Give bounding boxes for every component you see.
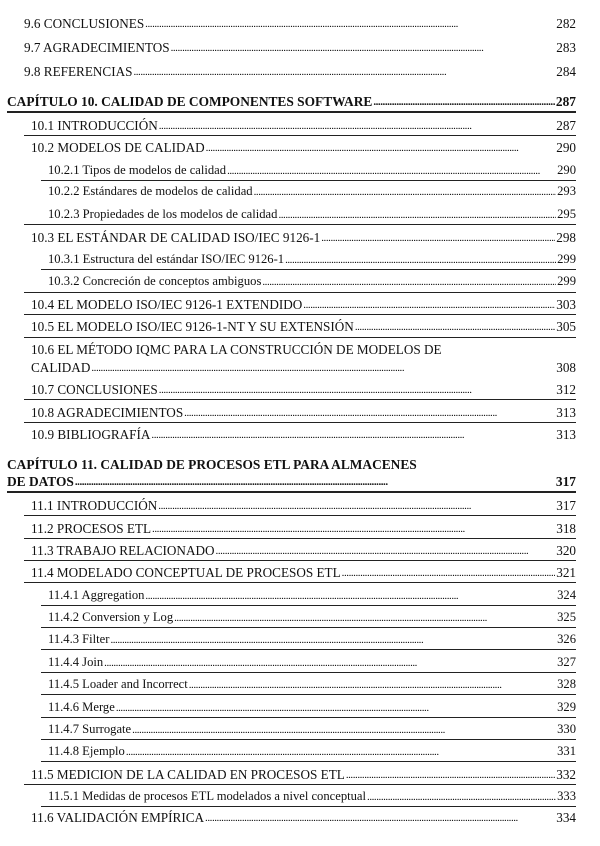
toc-page-number: 332	[556, 767, 576, 782]
toc-chapter-entry	[0, 94, 600, 114]
toc-page-number: 290	[556, 140, 576, 155]
dot-leader	[145, 17, 555, 31]
toc-entry-title: 10.2.3 Propiedades de los modelos de calidad	[48, 207, 278, 221]
underline	[24, 515, 576, 516]
dot-leader	[285, 253, 556, 267]
toc-page-number: 290	[557, 163, 576, 177]
toc-entry	[0, 521, 600, 541]
toc-entry	[0, 632, 600, 652]
toc-page-number: 325	[557, 610, 576, 624]
toc-chapter-title-line1: CAPÍTULO 11. CALIDAD DE PROCESOS ETL PARA ALMACENES	[7, 457, 417, 472]
toc-entry-title: 10.3 EL ESTÁNDAR DE CALIDAD ISO/IEC 9126-1	[31, 230, 321, 245]
toc-entry-title: 10.9 BIBLIOGRAFÍA	[31, 427, 151, 442]
dot-leader	[189, 678, 556, 692]
toc-entry	[0, 789, 600, 809]
toc-page-number: 298	[556, 230, 576, 245]
toc-entry-two-line	[0, 342, 600, 380]
dot-leader	[171, 41, 556, 55]
toc-entry-title: 11.3 TRABAJO RELACIONADO	[31, 543, 215, 558]
dot-leader	[216, 544, 556, 558]
toc-entry-title: 11.2 PROCESOS ETL	[31, 521, 152, 536]
toc-entry	[0, 543, 600, 563]
dot-leader	[151, 428, 555, 442]
dot-leader	[262, 275, 556, 289]
toc-entry	[0, 118, 600, 138]
toc-entry	[0, 722, 600, 742]
dot-leader	[342, 566, 556, 580]
underline	[41, 180, 576, 181]
dot-leader	[159, 119, 555, 133]
toc-page-number: 320	[556, 543, 576, 558]
toc-chapter-title-line2: DE DATOS	[7, 474, 74, 489]
toc-entry-title: 10.2 MODELOS DE CALIDAD	[31, 140, 205, 155]
toc-entry	[0, 677, 600, 697]
toc-entry-title: 11.4.2 Conversion y Log	[48, 610, 174, 624]
toc-chapter-title: CAPÍTULO 10. CALIDAD DE COMPONENTES SOFTWARE	[7, 94, 373, 109]
toc-page-number: 283	[556, 40, 576, 55]
toc-entry-title: 9.8 REFERENCIAS	[24, 64, 133, 79]
underline	[41, 605, 576, 606]
toc-entry	[0, 700, 600, 720]
toc-page-number: 324	[557, 588, 576, 602]
toc-entry	[0, 163, 600, 183]
toc-entry-title: 11.4.6 Merge	[48, 700, 115, 714]
underline	[24, 314, 576, 315]
toc-entry-title: 11.1 INTRODUCCIÓN	[31, 498, 158, 513]
toc-chapter-entry-two-line	[0, 457, 600, 497]
toc-entry-title: 10.5 EL MODELO ISO/IEC 9126-1-NT Y SU EXTENSIÓN	[31, 319, 354, 334]
toc-entry	[0, 184, 600, 204]
dot-leader	[152, 522, 555, 536]
toc-entry-title-line1: 10.6 EL MÉTODO IQMC PARA LA CONSTRUCCIÓN DE MODELOS DE	[31, 342, 442, 357]
toc-page-number: 287	[555, 94, 576, 109]
underline	[24, 337, 576, 338]
underline	[41, 739, 576, 740]
toc-entry-title: 10.3.1 Estructura del estándar ISO/IEC 9126-1	[48, 252, 285, 266]
underline	[24, 422, 576, 423]
dot-leader	[303, 298, 555, 312]
toc-page-number: 328	[557, 677, 576, 691]
toc-entry-title: 10.2.2 Estándares de modelos de calidad	[48, 184, 253, 198]
toc-entry-title: 10.7 CONCLUSIONES	[31, 382, 158, 397]
toc-page-number: 313	[556, 427, 576, 442]
toc-entry-title: 11.4.3 Filter	[48, 632, 110, 646]
dot-leader	[126, 745, 556, 759]
dot-leader	[346, 768, 555, 782]
toc-page-number: 313	[556, 405, 576, 420]
underline	[41, 694, 576, 695]
underline	[24, 582, 576, 583]
toc-entry	[0, 405, 600, 425]
toc-page-number: 305	[556, 319, 576, 334]
underline	[41, 717, 576, 718]
toc-entry-title: 10.4 EL MODELO ISO/IEC 9126-1 EXTENDIDO	[31, 297, 303, 312]
underline	[7, 111, 576, 113]
toc-entry	[0, 16, 600, 36]
dot-leader	[205, 811, 555, 825]
toc-entry-title: 11.5 MEDICION DE LA CALIDAD EN PROCESOS ETL	[31, 767, 345, 782]
toc-entry-title: 10.1 INTRODUCCIÓN	[31, 118, 158, 133]
toc-page-number: 303	[556, 297, 576, 312]
dot-leader	[373, 95, 555, 109]
toc-entry-title: 9.7 AGRADECIMIENTOS	[24, 40, 170, 55]
dot-leader	[116, 701, 556, 715]
dot-leader	[174, 611, 556, 625]
toc-entry-title: 11.4.4 Join	[48, 655, 104, 669]
underline	[24, 784, 576, 785]
dot-leader	[159, 383, 555, 397]
toc-entry	[0, 319, 600, 339]
dot-leader	[367, 790, 556, 804]
underline	[24, 538, 576, 539]
toc-entry-title: 11.4.1 Aggregation	[48, 588, 145, 602]
toc-page-number: 312	[556, 382, 576, 397]
toc-entry-title: 11.5.1 Medidas de procesos ETL modelados a nivel conceptual	[48, 789, 367, 803]
toc-entry	[0, 140, 600, 160]
underline	[24, 292, 576, 293]
toc-entry	[0, 744, 600, 764]
dot-leader	[206, 141, 556, 155]
toc-entry	[0, 274, 600, 294]
dot-leader	[133, 65, 555, 79]
dot-leader	[110, 633, 556, 647]
toc-page-number: 282	[556, 16, 576, 31]
toc-entry	[0, 230, 600, 250]
toc-entry	[0, 64, 600, 84]
toc-page-number: 329	[557, 700, 576, 714]
dot-leader	[132, 723, 556, 737]
dot-leader	[145, 589, 556, 603]
dot-leader	[321, 231, 555, 245]
toc-page-number: 287	[556, 118, 576, 133]
toc-entry-title: 9.6 CONCLUSIONES	[24, 16, 145, 31]
dot-leader	[355, 320, 555, 334]
toc-page-number: 308	[556, 360, 576, 375]
underline	[41, 627, 576, 628]
toc-entry-title: 10.8 AGRADECIMIENTOS	[31, 405, 184, 420]
toc-page-number: 326	[557, 632, 576, 646]
toc-page-number: 318	[556, 521, 576, 536]
underline	[41, 672, 576, 673]
toc-page-number: 284	[556, 64, 576, 79]
toc-entry	[0, 40, 600, 60]
toc-page-number: 330	[557, 722, 576, 736]
toc-entry-title: 11.4.7 Surrogate	[48, 722, 132, 736]
toc-entry	[0, 207, 600, 227]
toc-page-number: 293	[557, 184, 576, 198]
toc-entry	[0, 498, 600, 518]
underline	[41, 269, 576, 270]
underline	[41, 649, 576, 650]
dot-leader	[104, 656, 556, 670]
dot-leader	[254, 185, 557, 199]
toc-entry	[0, 382, 600, 402]
toc-page-number: 299	[557, 252, 576, 266]
underline	[7, 491, 576, 493]
underline	[24, 399, 576, 400]
toc-entry	[0, 297, 600, 317]
toc-entry	[0, 252, 600, 272]
toc-entry-title: 11.4.8 Ejemplo	[48, 744, 125, 758]
toc-page-number: 327	[557, 655, 576, 669]
toc-entry-title: 11.6 VALIDACIÓN EMPÍRICA	[31, 810, 205, 825]
toc-page-number: 331	[557, 744, 576, 758]
toc-page-number: 334	[556, 810, 576, 825]
toc-page-number: 317	[556, 498, 576, 513]
toc-page-number: 299	[557, 274, 576, 288]
toc-page-number: 317	[555, 474, 576, 489]
toc-page-number: 295	[557, 207, 576, 221]
toc-entry-title: 10.3.2 Concreción de conceptos ambiguos	[48, 274, 262, 288]
underline	[41, 806, 576, 807]
toc-entry-title: 10.2.1 Tipos de modelos de calidad	[48, 163, 227, 177]
toc-page-number: 333	[557, 789, 576, 803]
underline	[24, 560, 576, 561]
dot-leader	[227, 164, 556, 178]
dot-leader	[184, 406, 555, 420]
toc-entry	[0, 767, 600, 787]
toc-entry	[0, 427, 600, 447]
toc-entry-title: 11.4 MODELADO CONCEPTUAL DE PROCESOS ETL	[31, 565, 341, 580]
underline	[24, 224, 576, 225]
toc-page-number: 321	[556, 565, 576, 580]
dot-leader	[75, 475, 555, 489]
dot-leader	[278, 208, 556, 222]
toc-entry	[0, 655, 600, 675]
toc-entry-title-line2: CALIDAD	[31, 360, 91, 375]
toc-entry	[0, 610, 600, 630]
toc-entry	[0, 565, 600, 585]
underline	[24, 135, 576, 136]
toc-entry-title: 11.4.5 Loader and Incorrect	[48, 677, 188, 691]
toc-entry	[0, 810, 600, 830]
underline	[41, 761, 576, 762]
dot-leader	[158, 499, 555, 513]
dot-leader	[91, 361, 555, 375]
toc-entry	[0, 588, 600, 608]
